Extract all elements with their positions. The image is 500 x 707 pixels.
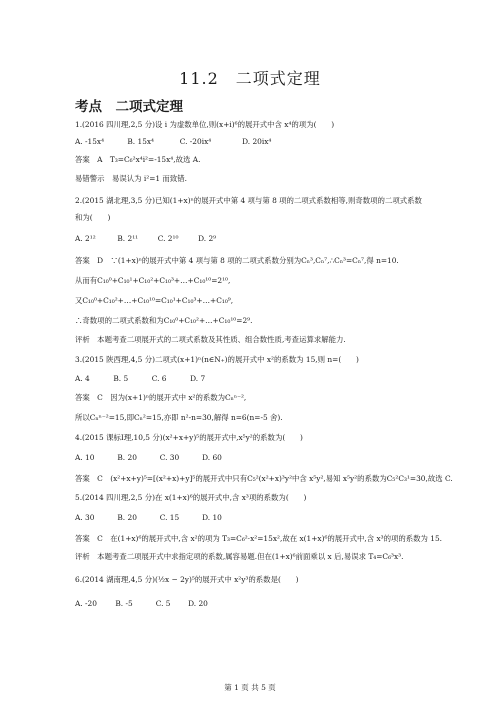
question-2-cont: 和为( ) (75, 213, 111, 222)
question-2-options (75, 234, 216, 243)
option-a: A. -20 (75, 599, 97, 608)
solution-2-step-3: ∴奇数项的二项式系数和为C₁₀⁰+C₁₀²+…+C₁₀¹⁰=2⁹. (75, 316, 253, 325)
option-a: A. -15x⁴ (75, 137, 105, 146)
answer-2: 答案 D ∵(1+x)ⁿ的展开式中第 4 项与第 8 项的二项式系数分别为Cₙ³,Cₙ⁷,∴Cₙ³=Cₙ⁷,得 n=10. (75, 256, 399, 265)
question-6-options (75, 599, 208, 608)
option-c: C. 2¹⁰ (157, 234, 179, 243)
option-c: C. 6 (151, 374, 167, 383)
solution-2-step-1: 从而有C₁₀⁰+C₁₀¹+C₁₀²+C₁₀³+…+C₁₀¹⁰=2¹⁰, (75, 276, 231, 285)
question-6: 6.(2014 湖南理,4,5 分)(½x − 2y)⁵的展开式中 x²y³的系数是( ) (75, 575, 299, 584)
option-d: D. 20 (188, 599, 208, 608)
option-d: D. 2⁹ (198, 234, 217, 243)
option-c: C. 15 (159, 513, 180, 522)
question-5: 5.(2014 四川理,2,5 分)在 x(1+x)⁶的展开式中,含 x³项的系数为( ) (75, 493, 307, 502)
solution-3-step-1: 所以Cₙⁿ⁻²=15,即Cₙ²=15,亦即 n²-n=30,解得 n=6(n=-5 舍). (75, 413, 283, 422)
question-3-options (75, 374, 205, 383)
question-2: 2.(2015 湖北理,3,5 分)已知(1+x)ⁿ的展开式中第 4 项与第 8 项的二项式系数相等,则奇数项的二项式系数 (75, 196, 422, 205)
option-d: D. 60 (202, 453, 222, 462)
option-b: B. 20 (117, 513, 137, 522)
option-a: A. 2¹² (75, 234, 96, 243)
question-5-options (75, 513, 222, 522)
option-b: B. 2¹¹ (117, 234, 139, 243)
question-1-options (75, 137, 271, 146)
question-3: 3.(2015 陕西理,4,5 分)二项式(x+1)ⁿ(n∈N₊)的展开式中 x²的系数为 15,则 n=( ) (75, 355, 359, 364)
answer-4: 答案 C (x²+x+y)⁵=[(x²+x)+y]⁵的展开式中只有C₅²(x²+x)³y²中含 x⁵y²,易知 x⁵y²的系数为C₅²C₃¹=30,故选 C. (75, 474, 453, 483)
option-c: C. -20ix⁴ (179, 137, 212, 146)
question-4: 4.(2015 课标Ⅰ理,10,5 分)(x²+x+y)⁵的展开式中,x⁵y²的系数为( ) (75, 433, 303, 442)
question-1: 1.(2016 四川理,2,5 分)设 i 为虚数单位,则(x+i)⁶的展开式中含 x⁴的项为( ) (75, 120, 335, 129)
evaluation-2: 评析 本题考查二项展开式的二项式系数及其性质、组合数性质,考查运算求解能力. (75, 335, 346, 344)
option-d: D. 7 (190, 374, 206, 383)
option-a: A. 4 (75, 374, 90, 383)
option-b: B. 15x⁴ (127, 137, 155, 146)
option-a: A. 10 (75, 453, 95, 462)
question-4-options (75, 453, 222, 462)
page-footer: 第 1 页 共 5 页 (224, 683, 276, 692)
answer-5: 答案 C 在(1+x)⁶的展开式中,含 x²的项为 T₃=C₆²·x²=15x²,故在 x(1+x)⁶的展开式中,含 x³的项的系数为 15. (75, 534, 443, 543)
evaluation-5: 评析 本题考查二项展开式中求指定项的系数,属容易题.但在(1+x)⁶前面乘以 x 后,易误求 T₄=C₆³x³. (75, 552, 404, 561)
answer-3: 答案 C 因为(x+1)ⁿ的展开式中 x²的系数为Cₙⁿ⁻², (75, 393, 247, 402)
option-c: C. 30 (159, 453, 180, 462)
option-a: A. 30 (75, 513, 95, 522)
option-d: D. 20ix⁴ (242, 137, 272, 146)
page-title: 11.2 二项式定理 (179, 69, 321, 88)
solution-2-step-2: 又C₁₀⁰+C₁₀²+…+C₁₀¹⁰=C₁₀¹+C₁₀³+…+C₁₀⁹, (75, 296, 234, 305)
warning-1: 易错警示 易误认为 i²=1 而致错. (75, 174, 187, 183)
option-b: B. 5 (113, 374, 129, 383)
section-heading: 考点 二项式定理 (75, 99, 183, 115)
option-d: D. 10 (202, 513, 222, 522)
option-b: B. 20 (117, 453, 137, 462)
option-c: C. 5 (155, 599, 171, 608)
option-b: B. -5 (115, 599, 133, 608)
answer-1: 答案 A T₃=C₆²x⁴i²=-15x⁴,故选 A. (75, 155, 201, 164)
